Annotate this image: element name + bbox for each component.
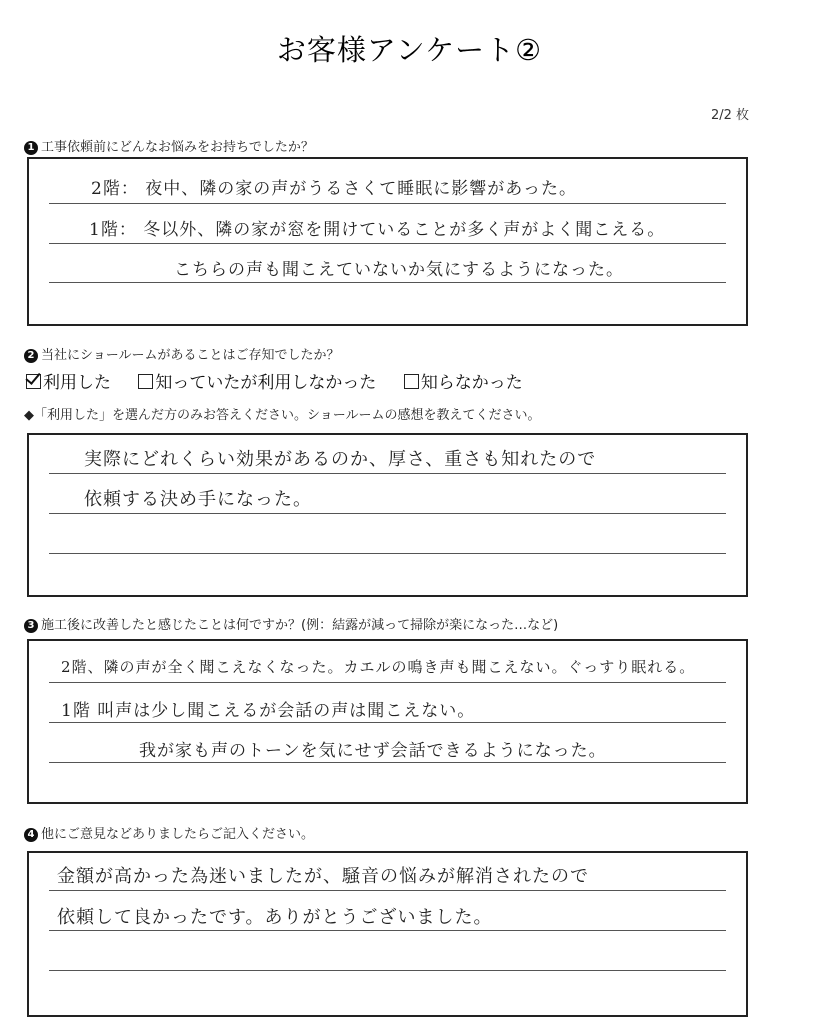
- option-used-label: 利用した: [43, 373, 111, 393]
- page-title: お客様アンケート②: [276, 33, 543, 67]
- question-4-text: 他にご意見などありましたらご記入ください。: [41, 827, 315, 842]
- showroom-options: [26, 368, 545, 393]
- answer-rule: [49, 930, 726, 931]
- answer-box-2: [27, 433, 748, 597]
- question-1: [24, 136, 314, 155]
- question-number-2: 2: [24, 349, 38, 363]
- question-number-1: 1: [24, 141, 38, 155]
- answer-rule: [49, 473, 726, 474]
- checkbox-knew-not-used[interactable]: [138, 374, 153, 389]
- option-used[interactable]: [26, 368, 111, 393]
- option-did-not-know-label: 知らなかった: [420, 373, 523, 393]
- answer-rule: [49, 203, 726, 204]
- showroom-note: ◆「利用した」を選んだ方のみお答えください。ショールームの感想を教えてください。: [24, 408, 541, 423]
- option-knew-not-used[interactable]: [138, 368, 376, 393]
- question-3: [24, 614, 558, 633]
- answer-box-1: [27, 157, 748, 326]
- answer-rule: [49, 722, 726, 723]
- answer-rule: [49, 682, 726, 683]
- question-number-4: 4: [24, 828, 38, 842]
- answer-1-line-3: こちらの声も聞こえていないか気にするようになった。: [174, 260, 624, 280]
- answer-1-line-1: 2階： 夜中、隣の家の声がうるさくて睡眠に影響があった。: [91, 179, 578, 199]
- answer-rule: [49, 513, 726, 514]
- question-2: [24, 344, 339, 363]
- question-number-3: 3: [24, 619, 38, 633]
- question-3-text: 施工後に改善したと感じたことは何ですか？(例：結露が減って掃除が楽になった…など): [41, 618, 559, 633]
- answer-box-4: [27, 851, 748, 1017]
- answer-4-line-1: 金額が高かった為迷いましたが、騒音の悩みが解消されたので: [57, 866, 589, 887]
- option-knew-not-used-label: 知っていたが利用しなかった: [155, 373, 377, 393]
- answer-1-line-2: 1階： 冬以外、隣の家が窓を開けていることが多く声がよく聞こえる。: [89, 220, 666, 240]
- page-number: 2/2 枚: [710, 108, 749, 123]
- answer-rule: [49, 970, 726, 971]
- question-4: [24, 823, 314, 842]
- question-1-text: 工事依頼前にどんなお悩みをお持ちでしたか？: [41, 140, 314, 155]
- answer-2-line-1: 実際にどれくらい効果があるのか、厚さ、重さも知れたので: [84, 449, 597, 470]
- answer-3-line-2: 1階 叫声は少し聞こえるが会話の声は聞こえない。: [61, 701, 476, 721]
- answer-rule: [49, 243, 726, 244]
- answer-rule: [49, 282, 726, 283]
- answer-4-line-2: 依頼して良かったです。ありがとうございました。: [57, 907, 493, 928]
- answer-rule: [49, 890, 726, 891]
- option-did-not-know[interactable]: [404, 368, 523, 393]
- answer-rule: [49, 553, 726, 554]
- checkbox-did-not-know[interactable]: [404, 374, 419, 389]
- answer-2-line-2: 依頼する決め手になった。: [84, 489, 312, 510]
- answer-3-line-3: 我が家も声のトーンを気にせず会話できるようになった。: [139, 741, 607, 761]
- answer-3-line-1: 2階、隣の声が全く聞こえなくなった。カエルの鳴き声も聞こえない。ぐっすり眠れる。: [61, 658, 696, 676]
- question-2-text: 当社にショールームがあることはご存知でしたか？: [41, 348, 340, 363]
- answer-rule: [49, 762, 726, 763]
- answer-box-3: [27, 639, 748, 804]
- checkbox-used[interactable]: [26, 374, 41, 389]
